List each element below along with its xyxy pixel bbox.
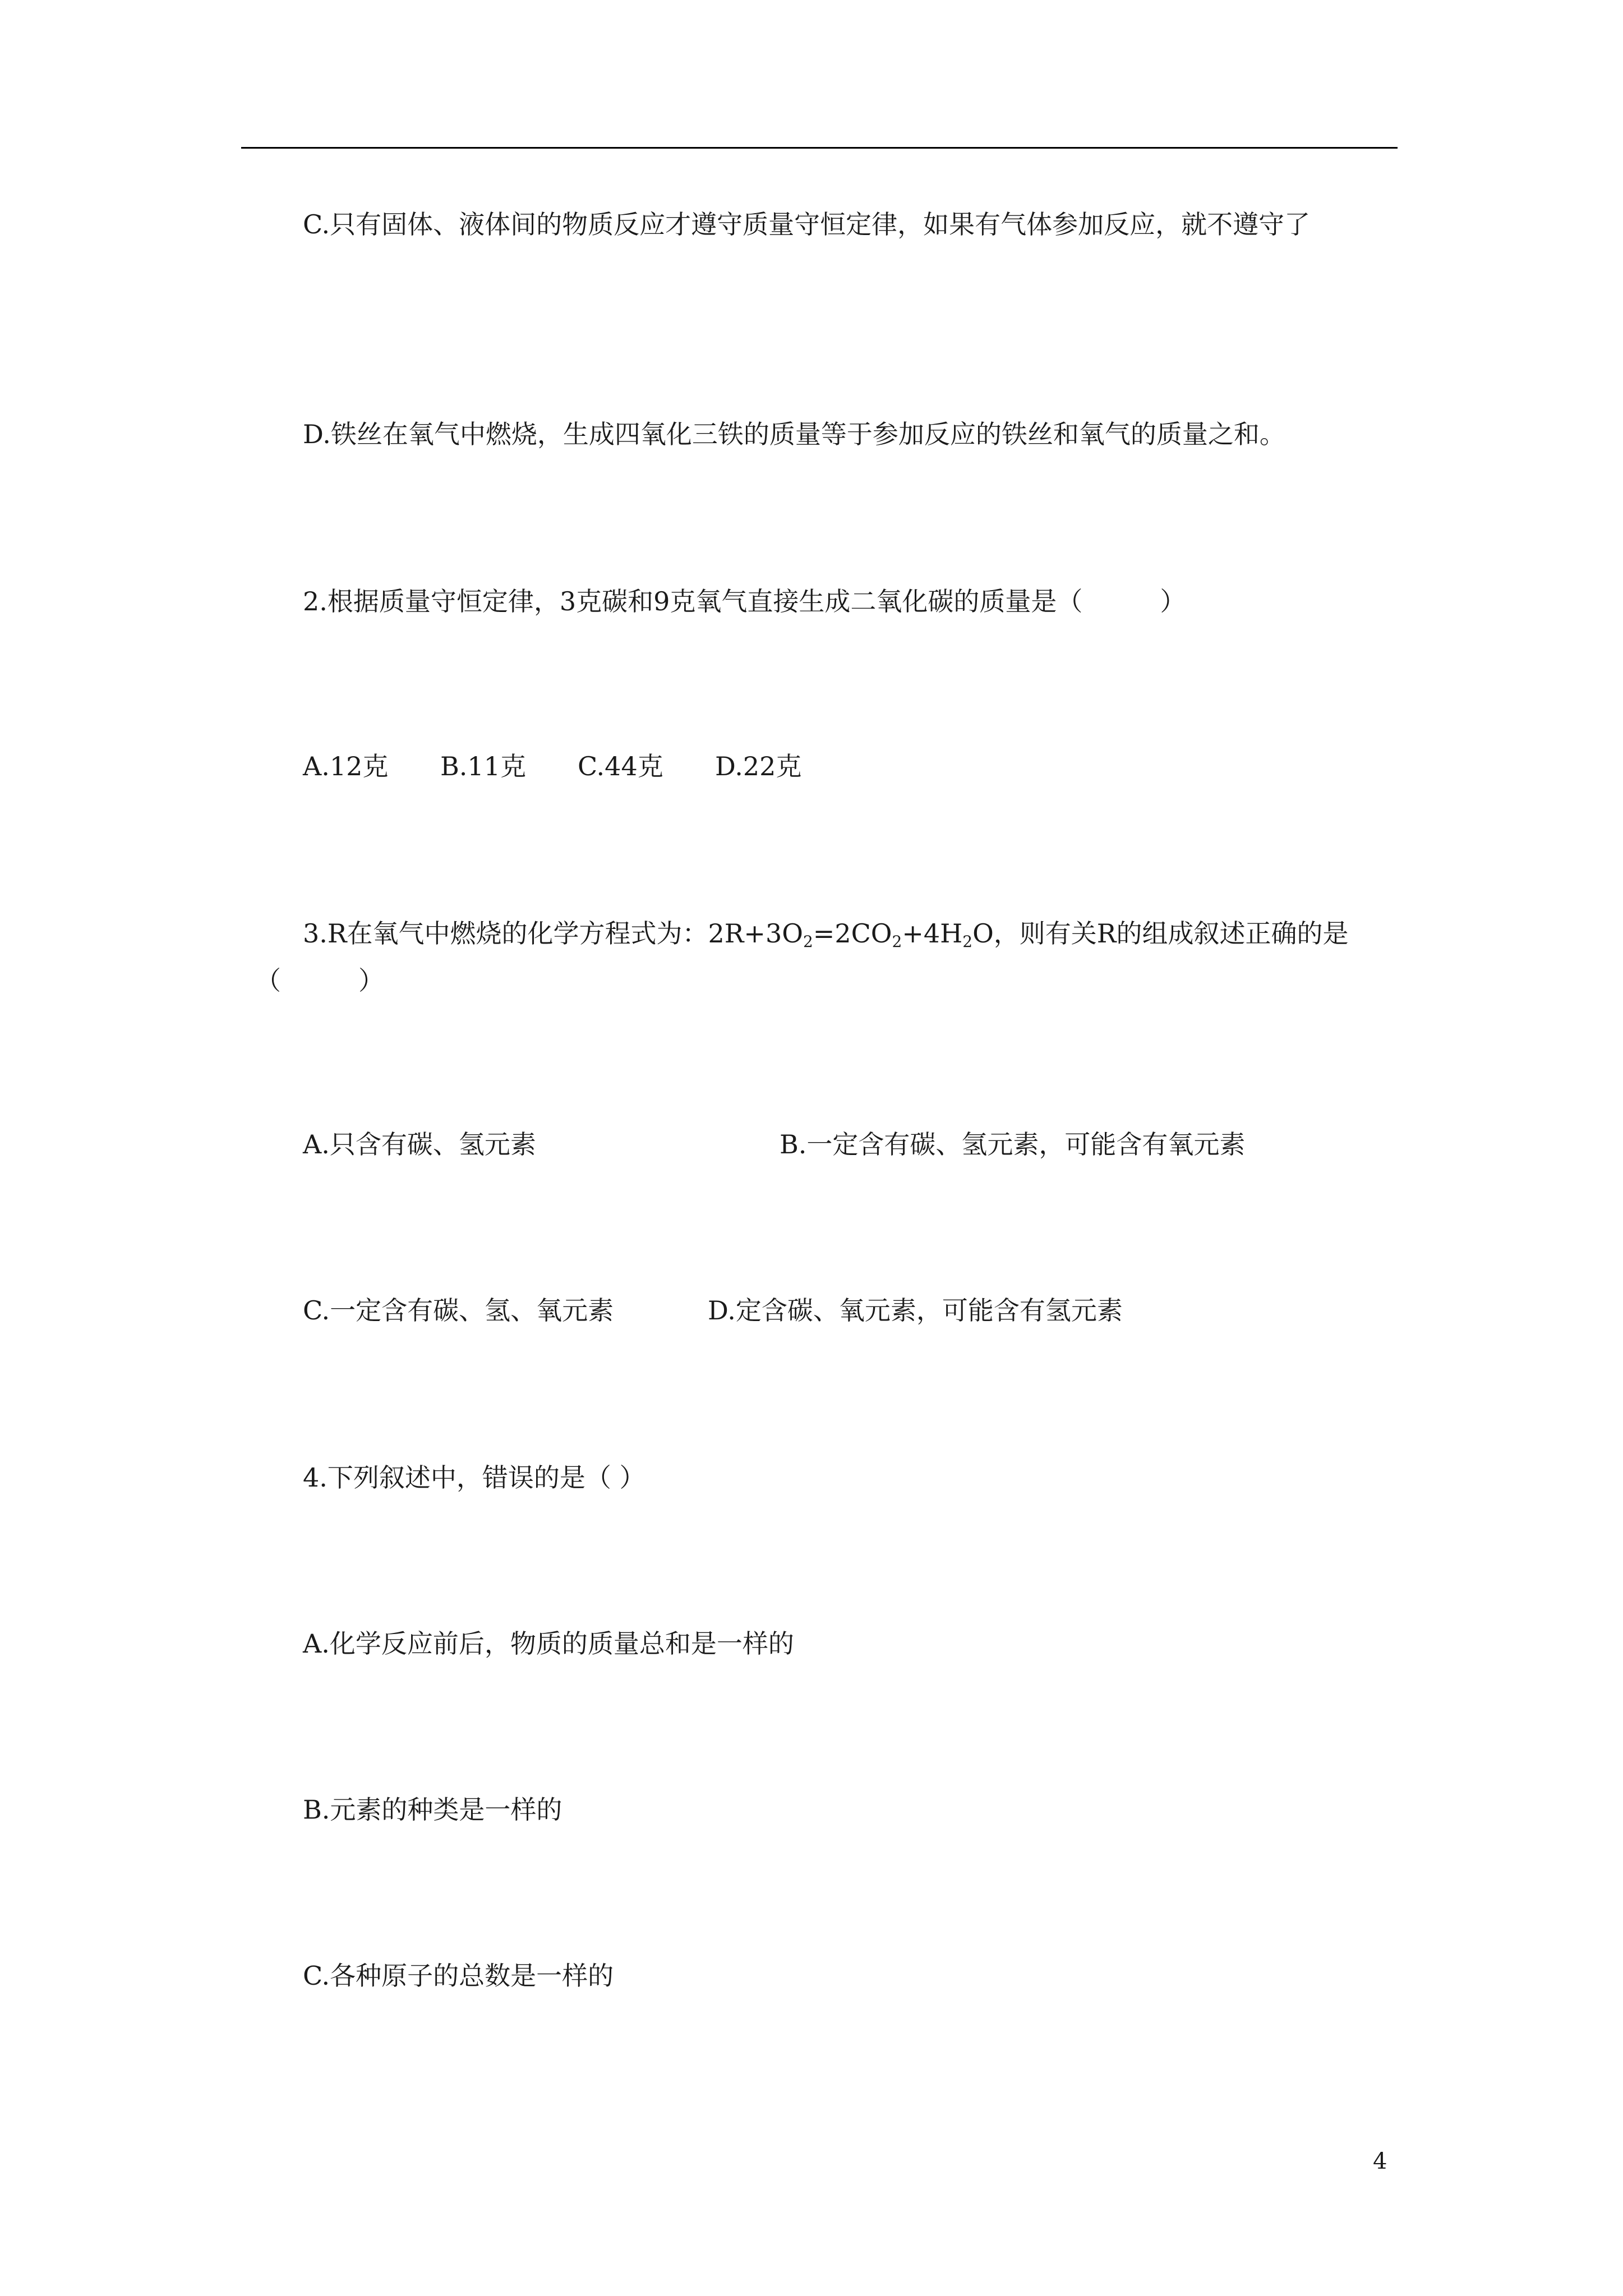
q3-stem: 3.R在氧气中燃烧的化学方程式为：$2R+3O_2=2CO_2+4H_2O$，则有关R的组成叙述正确的是 [303,918,1349,951]
q4-option-c: C.各种原子的总数是一样的 [303,1961,614,1991]
q2-stem: 2.根据质量守恒定律，3克碳和9克氧气直接生成二氧化碳的质量是（ ） [303,586,1186,616]
q4-stem: 4.下列叙述中，错误的是（ ） [303,1462,645,1493]
q3-option-b: B.一定含有碳、氢元素，可能含有氧元素 [780,1129,1246,1159]
q3-stem-paren: （ ） [255,965,384,996]
page-number: 4 [1373,2148,1387,2174]
header-rule [241,147,1398,149]
q4-option-b: B.元素的种类是一样的 [303,1795,562,1825]
q2-option-a: A.12克 [303,751,389,781]
q4-option-a: A.化学反应前后，物质的质量总和是一样的 [303,1628,794,1659]
q3-option-a: A.只含有碳、氢元素 [303,1129,536,1159]
q1-option-c: C.只有固体、液体间的物质反应才遵守质量守恒定律，如果有气体参加反应，就不遵守了 [303,209,1311,240]
q2-option-d: D.22克 [715,751,802,781]
q2-option-c: C.44克 [578,751,663,781]
q3-option-c: C.一定含有碳、氢、氧元素 [303,1295,614,1326]
q3-option-d: D.定含碳、氧元素，可能含有氢元素 [708,1295,1123,1326]
q2-option-b: B.11克 [440,751,526,781]
q1-option-d: D.铁丝在氧气中燃烧，生成四氧化三铁的质量等于参加反应的铁丝和氧气的质量之和。 [303,419,1285,449]
